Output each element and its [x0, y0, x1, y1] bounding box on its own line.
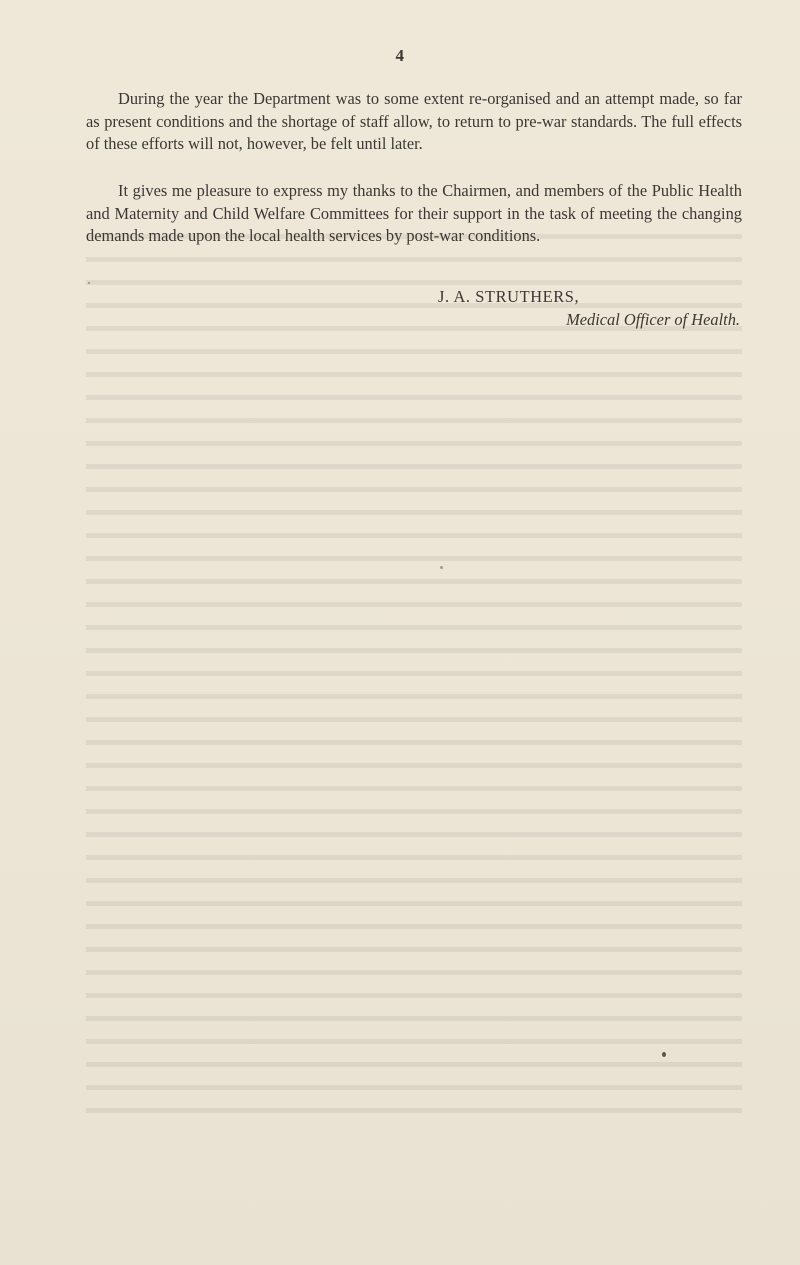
page-number: 4 — [395, 46, 405, 65]
paper-speck — [662, 1052, 666, 1057]
paragraph-reorganisation: During the year the Department was to some extent re-organised and an attempt made, so far as present conditions and the shortage of staff allow, to return to pre-war standards. The full effects of these efforts will not, however, be felt until later. — [86, 89, 742, 154]
paper-speck — [440, 566, 443, 569]
signature-name: J. A. STRUTHERS, — [438, 287, 580, 306]
paper-speck — [88, 282, 90, 284]
signature-title: Medical Officer of Health. — [566, 310, 740, 329]
reverse-side-bleed-through — [86, 225, 742, 1125]
paragraph-thanks: It gives me pleasure to express my thanks to the Chairmen, and members of the Public Health and Maternity and Child Welfare Committees for their support in the task of meeting the changing demands made upon the local health services by post-war conditions. — [86, 181, 742, 246]
